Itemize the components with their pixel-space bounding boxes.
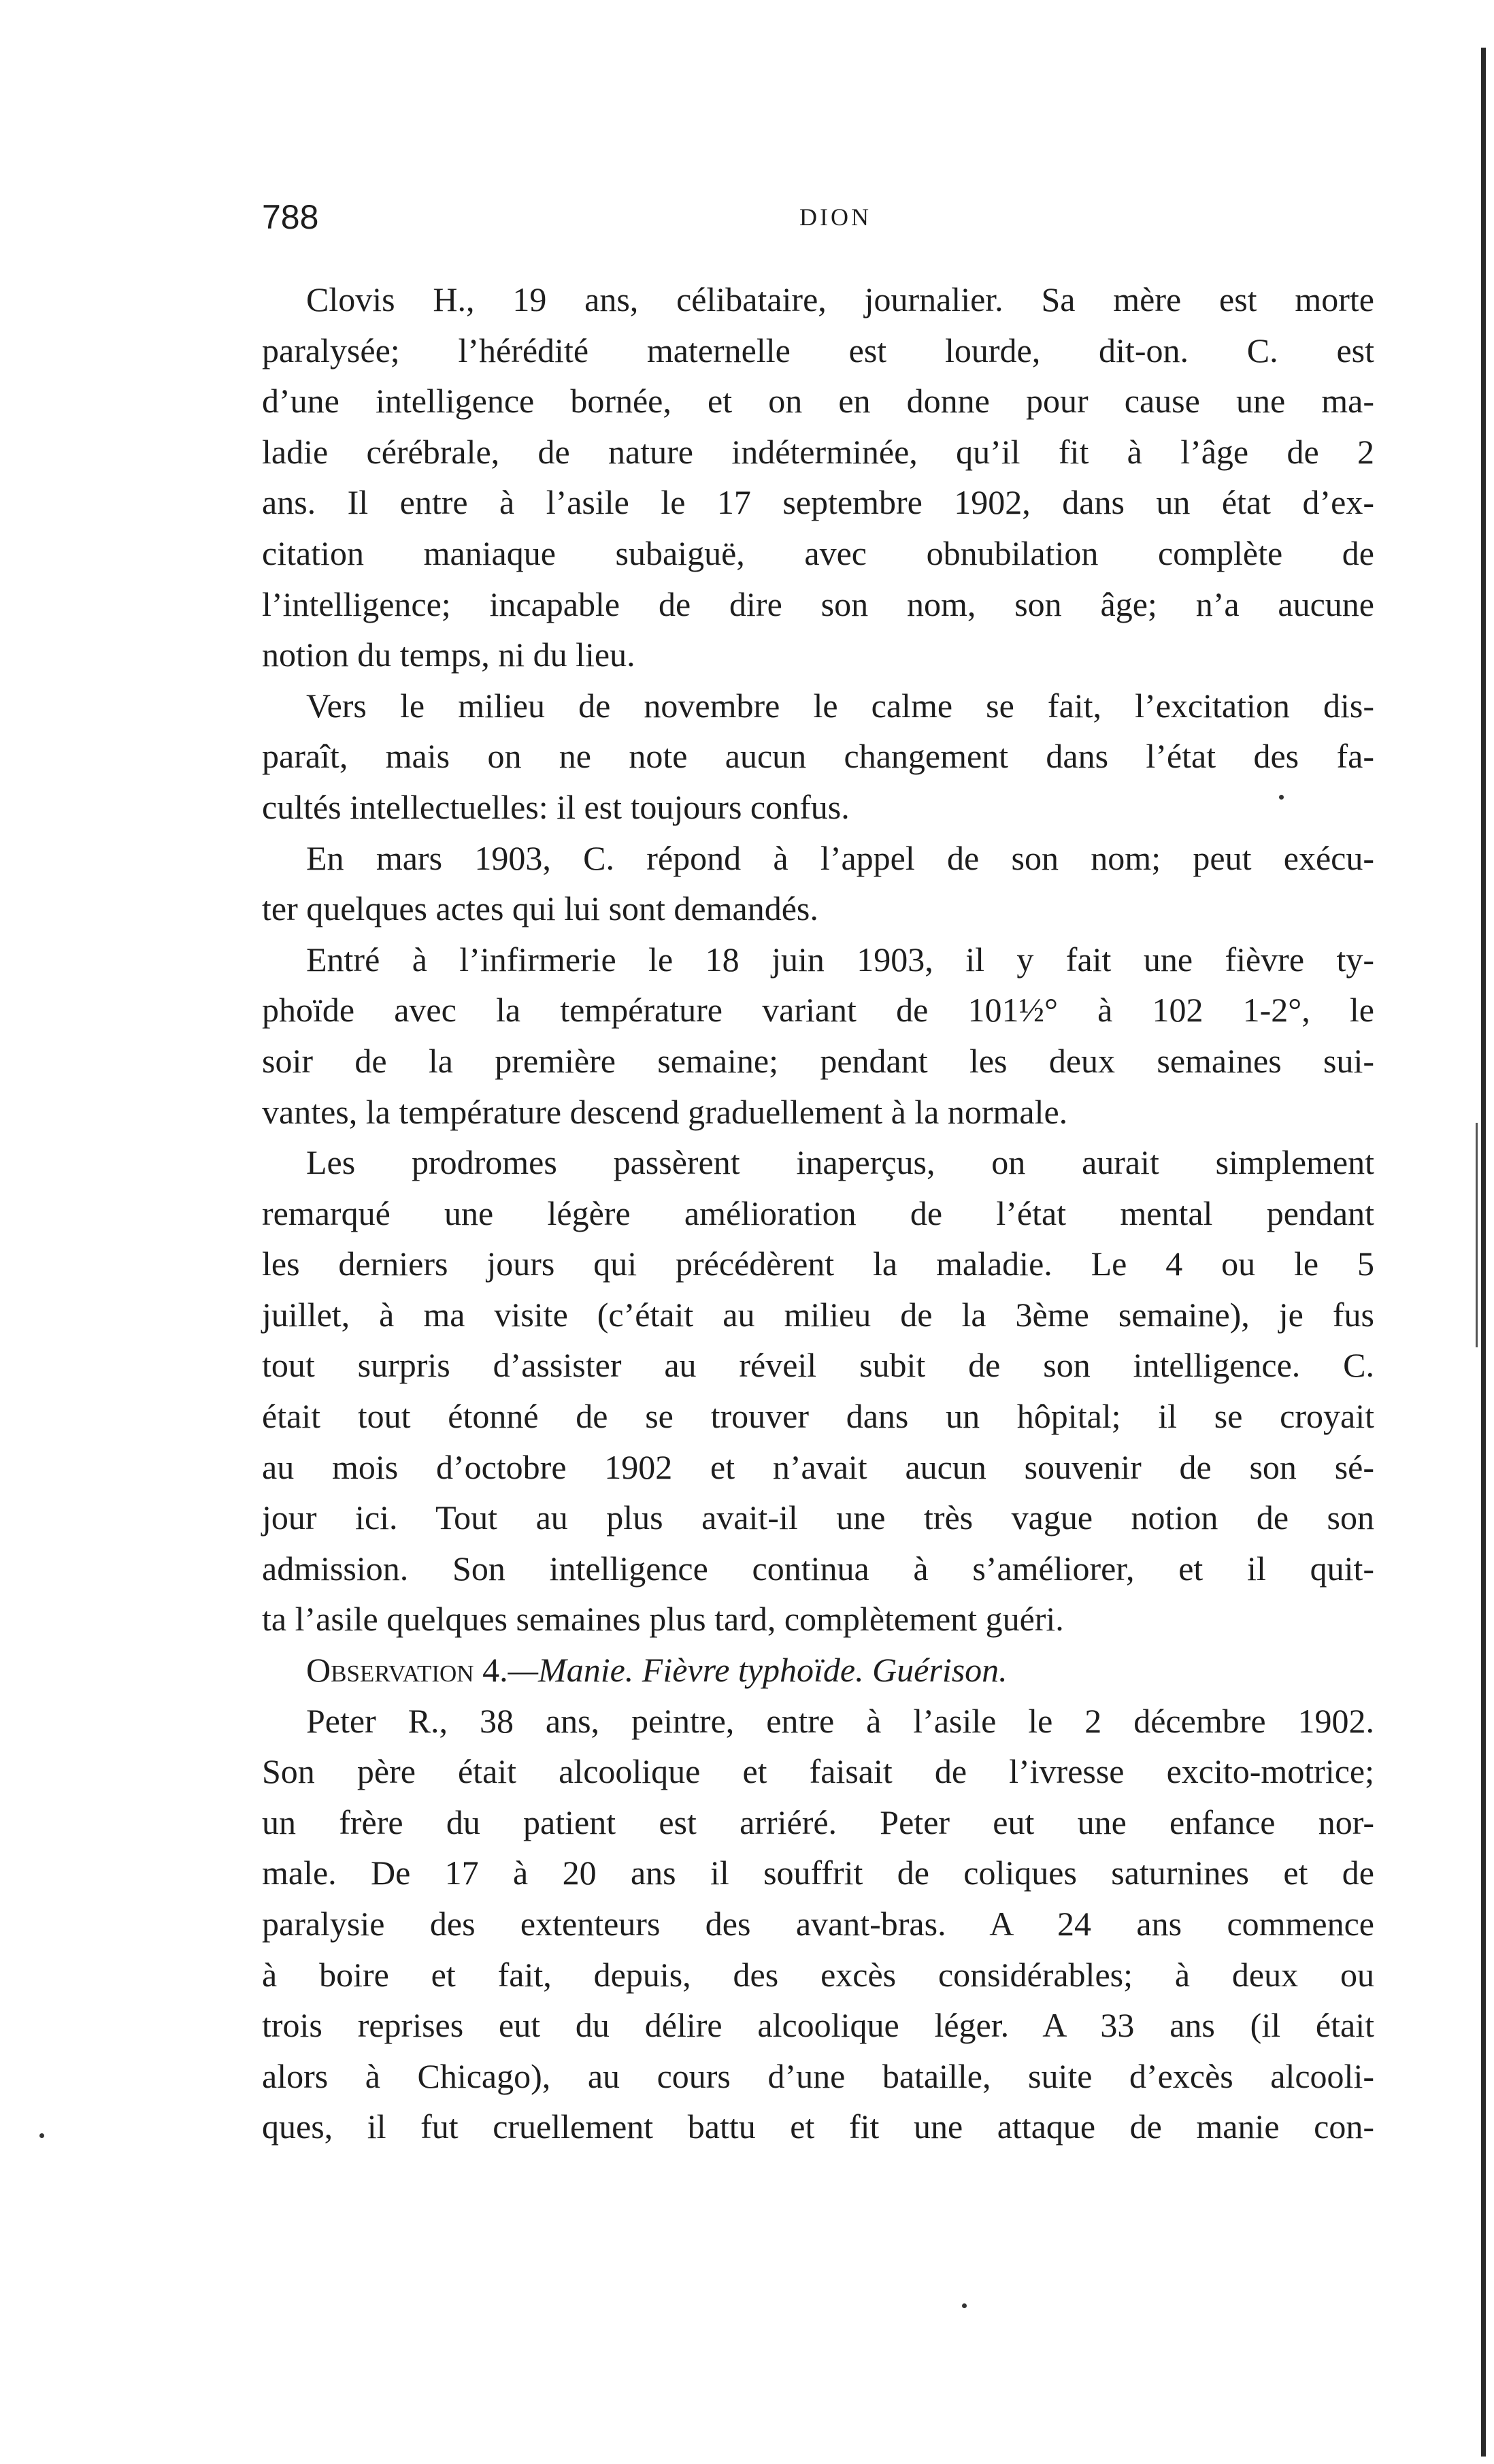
ink-speck [1279,795,1284,800]
text-line: trois reprises eut du délire alcoolique léger. A 33 ans (il était [262,2006,1374,2045]
text-line: Peter R., 38 ans, peintre, entre à l’asile le 2 décembre 1902. [306,1701,1374,1740]
observation-label: Observation 4. [306,1651,508,1690]
body-text [262,274,1374,2152]
observation-title: —Manie. Fièvre typhoïde. Guérison. [508,1651,1008,1690]
text-line: l’intelligence; incapable de dire son nom, son âge; n’a aucune [262,585,1374,623]
text-line: juillet, à ma visite (c’était au milieu de la 3ème semaine), je fus [262,1295,1374,1334]
text-line: alors à Chicago), au cours d’une bataille, suite d’excès alcooli- [262,2056,1374,2095]
text-line: tout surpris d’assister au réveil subit de son intelligence. C. [262,1346,1374,1385]
text-line: Vers le milieu de novembre le calme se fait, l’excitation dis- [306,686,1374,725]
observation-heading [262,1645,1374,1696]
text-line: paralysie des extenteurs des avant-bras. A 24 ans commence [262,1905,1374,1943]
text-line: soir de la première semaine; pendant les deux semaines sui- [262,1041,1374,1080]
text-line: notion du temps, ni du lieu. [262,636,635,674]
text-line: ta l’asile quelques semaines plus tard, complètement guéri. [262,1600,1064,1639]
text-line: phoïde avec la température variant de 101½° à 102 1-2°, le [262,991,1374,1030]
page-edge-shadow [1481,48,1486,2457]
text-line: Son père était alcoolique et faisait de l’ivresse excito-motrice; [262,1752,1374,1791]
text-line: admission. Son intelligence continua à s’améliorer, et il quit- [262,1549,1374,1588]
text-line: au mois d’octobre 1902 et n’avait aucun souvenir de son sé- [262,1447,1374,1486]
text-line: Entré à l’infirmerie le 18 juin 1903, il y fait une fièvre ty- [306,940,1374,979]
text-line: un frère du patient est arriéré. Peter eut une enfance nor- [262,1803,1374,1841]
text-line: paraît, mais on ne note aucun changement dans l’état des fa- [262,737,1374,776]
text-line: d’une intelligence bornée, et on en donne pour cause une ma- [262,382,1374,421]
text-line: paralysée; l’hérédité maternelle est lourde, dit-on. C. est [262,331,1374,369]
page-edge-mark [1476,1123,1478,1347]
text-line: En mars 1903, C. répond à l’appel de son nom; peut exécu- [306,838,1374,877]
text-line: citation maniaque subaiguë, avec obnubilation complète de [262,533,1374,572]
text-line: remarqué une légère amélioration de l’état mental pendant [262,1194,1374,1232]
text-line: male. De 17 à 20 ans il souffrit de coliques saturnines et de [262,1854,1374,1892]
text-line: les derniers jours qui précédèrent la maladie. Le 4 ou le 5 [262,1245,1374,1283]
ink-speck [962,2303,967,2308]
page-header [262,197,1378,245]
text-line: vantes, la température descend graduellement à la normale. [262,1092,1068,1131]
page-number: 788 [262,198,319,236]
text-line: à boire et fait, depuis, des excès considérables; à deux ou [262,1955,1374,1994]
running-head: DION [799,203,872,231]
text-line: ter quelques actes qui lui sont demandés. [262,889,818,928]
text-line: Clovis H., 19 ans, célibataire, journalier. Sa mère est morte [306,280,1374,318]
text-line: ans. Il entre à l’asile le 17 septembre 1902, dans un état d’ex- [262,483,1374,522]
text-line: était tout étonné de se trouver dans un hôpital; il se croyait [262,1397,1374,1436]
text-line: ques, il fut cruellement battu et fit une attaque de manie con- [262,2107,1374,2146]
ink-speck [39,2133,44,2138]
text-line: jour ici. Tout au plus avait-il une très vague notion de son [262,1498,1374,1537]
text-line: cultés intellectuelles: il est toujours confus. [262,787,850,826]
text-line: ladie cérébrale, de nature indéterminée, qu’il fit à l’âge de 2 [262,432,1374,471]
text-line: Les prodromes passèrent inaperçus, on aurait simplement [306,1143,1374,1182]
